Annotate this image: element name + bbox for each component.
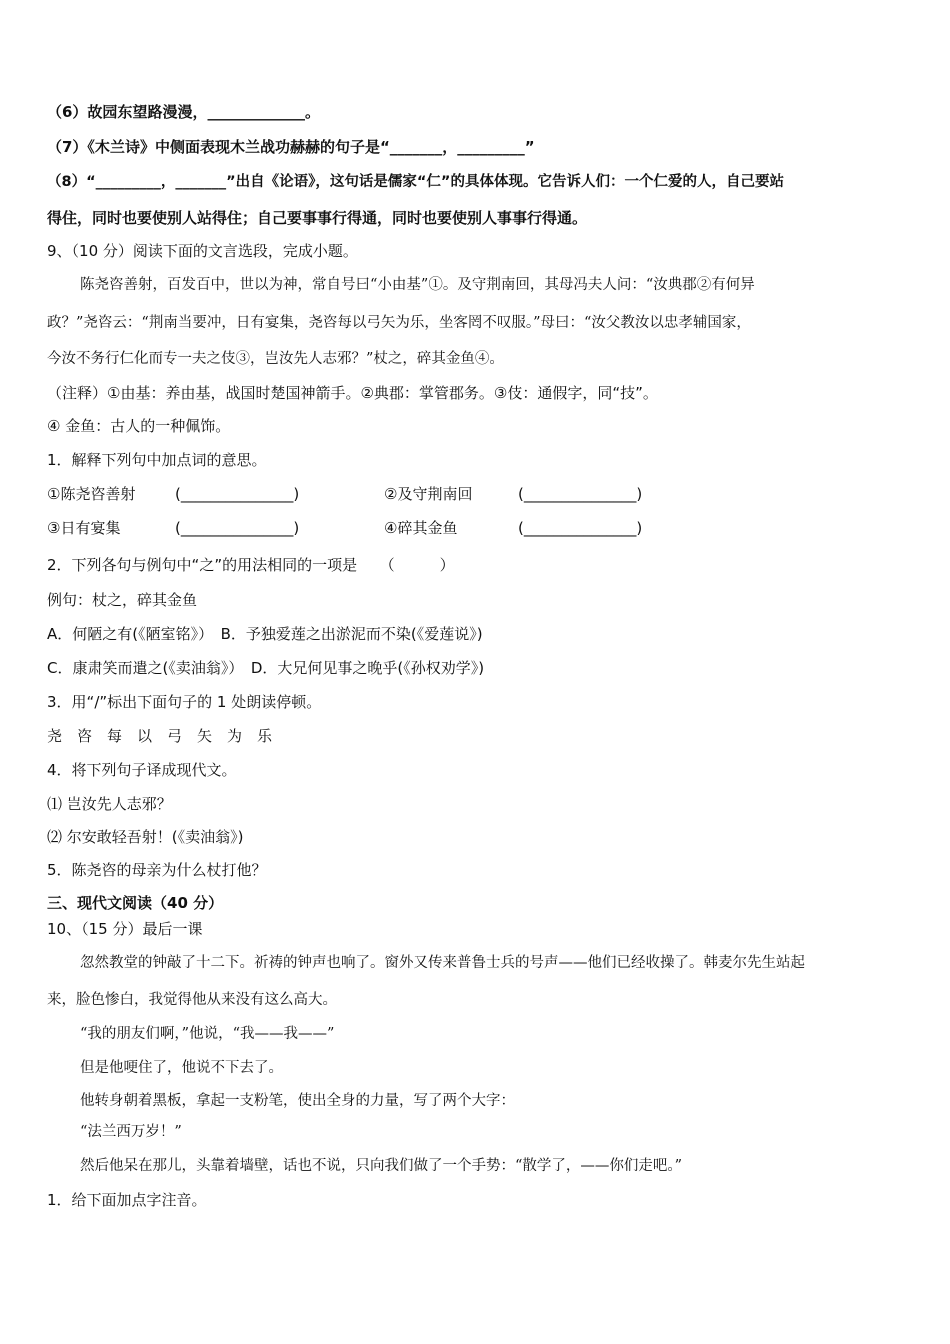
question-8-line-2: 得住，同时也要使别人站得住；自己要事事行得通，同时也要使别人事事行得通。: [47, 209, 588, 227]
q10-sub1-title: 1．给下面加点字注音。: [47, 1191, 207, 1209]
sub4-title: 4．将下列句子译成现代文。: [47, 761, 237, 779]
sub1-item-blank[interactable]: (_______________): [518, 519, 643, 537]
passage-line: 忽然教堂的钟敲了十二下。祈祷的钟声也响了。窗外又传来普鲁士兵的号声——他们已经收操了。韩麦尔先生站起: [80, 955, 805, 971]
question-10-header: 10、（15 分）最后一课: [47, 920, 203, 938]
passage-line: “我的朋友们啊，”他说，“我——我——”: [80, 1026, 335, 1042]
passage-line: 然后他呆在那儿，头靠着墙壁，话也不说，只向我们做了一个手势：“散学了，——你们走吧。”: [80, 1158, 683, 1174]
question-9-header: 9、（10 分）阅读下面的文言选段，完成小题。: [47, 242, 358, 260]
sub1-item-blank[interactable]: (_______________): [518, 485, 643, 503]
sub2-options-cd: C．康肃笑而遣之(《卖油翁》） D．大兄何见事之晚乎(《孙权劝学》): [47, 659, 485, 677]
sub2-title: 2．下列各句与例句中“之”的用法相同的一项是 （ ）: [47, 556, 455, 574]
section-3-title: 三、现代文阅读（40 分）: [47, 894, 224, 912]
passage-line-3: 今汝不务行仁化而专一夫之伎③，岂汝先人志邪？”杖之，碎其金鱼④。: [47, 351, 504, 367]
sub1-item-blank[interactable]: (_______________): [175, 485, 300, 503]
passage-line: 但是他哽住了，他说不下去了。: [80, 1060, 283, 1076]
sub1-item-word: ②及守荆南回: [384, 485, 473, 503]
notes-line-1: （注释）①由基：养由基，战国时楚国神箭手。②典郡：掌管郡务。③伎：通假字，同“技”。: [47, 384, 658, 402]
question-7: （7）《木兰诗》中侧面表现木兰战功赫赫的句子是“_______，_________”: [47, 138, 535, 156]
sub1-item-blank[interactable]: (_______________): [175, 519, 300, 537]
sub1-title: 1．解释下列句中加点词的意思。: [47, 451, 267, 469]
question-8-line-1: （8）“_________，_______”出自《论语》，这句话是儒家“仁”的具体体现。它告诉人们：一个仁爱的人，自己要站: [47, 174, 784, 190]
sub2-options-ab: A．何陋之有(《陋室铭》） B．予独爱莲之出淤泥而不染(《爱莲说》): [47, 625, 483, 643]
passage-line-1: 陈尧咨善射，百发百中，世以为神，常自号曰“小由基”①。及守荆南回，其母冯夫人问：“汝典郡②有何异: [80, 277, 755, 293]
passage-line: 他转身朝着黑板，拿起一支粉笔，使出全身的力量，写了两个大字：: [80, 1093, 515, 1109]
sub3-title: 3．用“/”标出下面句子的 1 处朗读停顿。: [47, 693, 322, 711]
sub1-item-word: ①陈尧咨善射: [47, 485, 136, 503]
sub4-item: ⑴ 岂汝先人志邪？: [47, 795, 172, 813]
sub4-item: ⑵ 尔安敢轻吾射！(《卖油翁》): [47, 828, 244, 846]
passage-line: “法兰西万岁！”: [80, 1124, 182, 1140]
sub1-item-word: ④碎其金鱼: [384, 519, 458, 537]
question-6: （6）故园东望路漫漫，_____________。: [47, 103, 320, 121]
passage-line-2: 政？”尧咨云：“荆南当要冲，日有宴集，尧咨每以弓矢为乐，坐客罔不叹服。”母曰：“汝父教汝以忠孝辅国家，: [47, 315, 751, 331]
sub1-item-word: ③日有宴集: [47, 519, 121, 537]
passage-line: 来，脸色惨白，我觉得他从来没有这么高大。: [47, 992, 337, 1008]
sub3-sentence: 尧 咨 每 以 弓 矢 为 乐: [47, 727, 273, 745]
sub2-example: 例句：杖之，碎其金鱼: [47, 591, 198, 609]
sub5-title: 5．陈尧咨的母亲为什么杖打他？: [47, 861, 267, 879]
notes-line-2: ④ 金鱼：古人的一种佩饰。: [47, 417, 231, 435]
